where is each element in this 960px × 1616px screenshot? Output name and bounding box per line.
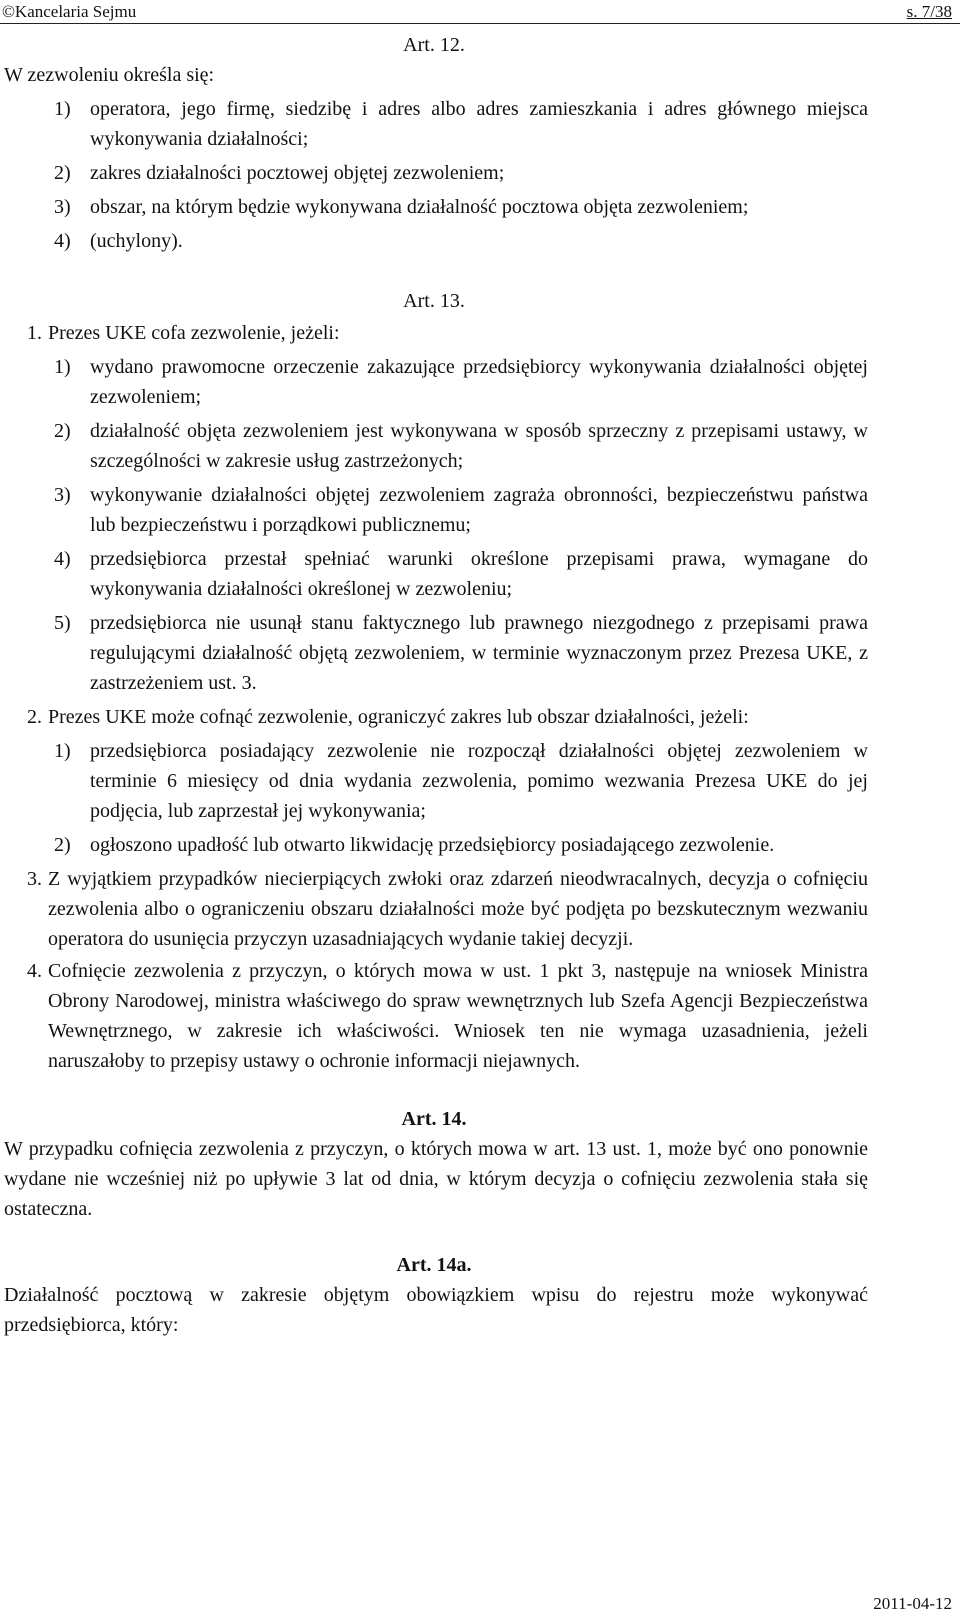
header-divider [0,23,960,24]
article-title: Art. 14. [401,1108,467,1130]
article-text: Działalność pocztową w zakresie objętym obowiązkiem wpisu do rejestru może wykonywać przedsiębiorca, który: [4,1284,868,1336]
source-label: ©Kancelaria Sejmu [2,2,137,21]
list-item: 2) ogłoszono upadłość lub otwarto likwidację przedsiębiorcy posiadającego zezwolenie. [54,834,775,856]
list-item: 2) zakres działalności pocztowej objętej zezwoleniem; [54,162,505,184]
list-item: 3) obszar, na którym będzie wykonywana działalność pocztowa objęta zezwoleniem; [54,196,749,218]
page-number: s. 7/38 [906,2,952,21]
article-14 [0,1104,868,1224]
list-item: 1) przedsiębiorca posiadający zezwolenie nie rozpoczął działalności objętej zezwoleniem w terminie 6 miesięcy od dnia wydania zezwolenia, pomimo wezwania Prezesa UKE do jej podjęcia, lub zaprzestał jej wykonywania; [54,740,868,822]
footer-date: 2011-04-12 [873,1594,952,1613]
paragraph-ust-4: 4. Cofnięcie zezwolenia z przyczyn, o których mowa w ust. 1 pkt 3, następuje na wniosek Ministra Obrony Narodowej, ministra właściwego do spraw wewnętrznych lub Szefa Agencji Bezpieczeństwa Wewnętrznego, w zakresie ich właściwości. Wniosek ten nie wymaga uzasadnienia, jeżeli naruszałoby to przepisy ustawy o ochronie informacji niejawnych. [27,960,868,1072]
article-intro: W zezwoleniu określa się: [4,64,215,86]
article-13 [0,286,868,1076]
list-item: 3) wykonywanie działalności objętej zezwoleniem zagraża obronności, bezpieczeństwu państwa lub bezpieczeństwu i porządkowi publicznemu; [54,484,868,536]
article-12 [0,30,868,256]
list-item: 1) wydano prawomocne orzeczenie zakazujące przedsiębiorcy wykonywania działalności objętej zezwoleniem; [54,356,868,408]
paragraph-ust-3: 3. Z wyjątkiem przypadków niecierpiących zwłoki oraz zdarzeń nieodwracalnych, decyzja o cofnięciu zezwolenia albo o ograniczeniu obszaru działalności może być podjęta po bezskutecznym wezwaniu operatora do usunięcia przyczyn uzasadniających wydanie takiej decyzji. [27,868,868,950]
list-item: 4) przedsiębiorca przestał spełniać warunki określone przepisami prawa, wymagane do wykonywania działalności określonej w zezwoleniu; [54,548,868,600]
article-title: Art. 12. [403,34,465,56]
list-item: 1) operatora, jego firmę, siedzibę i adres albo adres zamieszkania i adres głównego miejsca wykonywania działalności; [54,98,868,150]
list-item: 5) przedsiębiorca nie usunął stanu faktycznego lub prawnego niezgodnego z przepisami prawa regulującymi działalność objętą zezwoleniem, w terminie wyznaczonym przez Prezesa UKE, z zastrzeżeniem ust. 3. [54,612,868,694]
article-title: Art. 14a. [396,1254,472,1276]
page-header [0,2,960,26]
list-item: 4) (uchylony). [54,230,183,252]
document-body [0,30,868,1340]
article-text: W przypadku cofnięcia zezwolenia z przyczyn, o których mowa w art. 13 ust. 1, może być ono ponownie wydane nie wcześniej niż po upływie 3 lat od dnia, w którym decyzja o cofnięciu zezwolenia stała się ostateczna. [4,1138,868,1220]
article-14a [0,1250,868,1340]
article-title: Art. 13. [403,290,465,312]
list-item: 2) działalność objęta zezwoleniem jest wykonywana w sposób sprzeczny z przepisami ustawy, w szczególności w zakresie usług zastrzeżonych; [54,420,868,472]
paragraph-ust-2: 2. Prezes UKE może cofnąć zezwolenie, ograniczyć zakres lub obszar działalności, jeżeli: [27,706,749,728]
paragraph-ust-1: 1. Prezes UKE cofa zezwolenie, jeżeli: [27,322,340,344]
